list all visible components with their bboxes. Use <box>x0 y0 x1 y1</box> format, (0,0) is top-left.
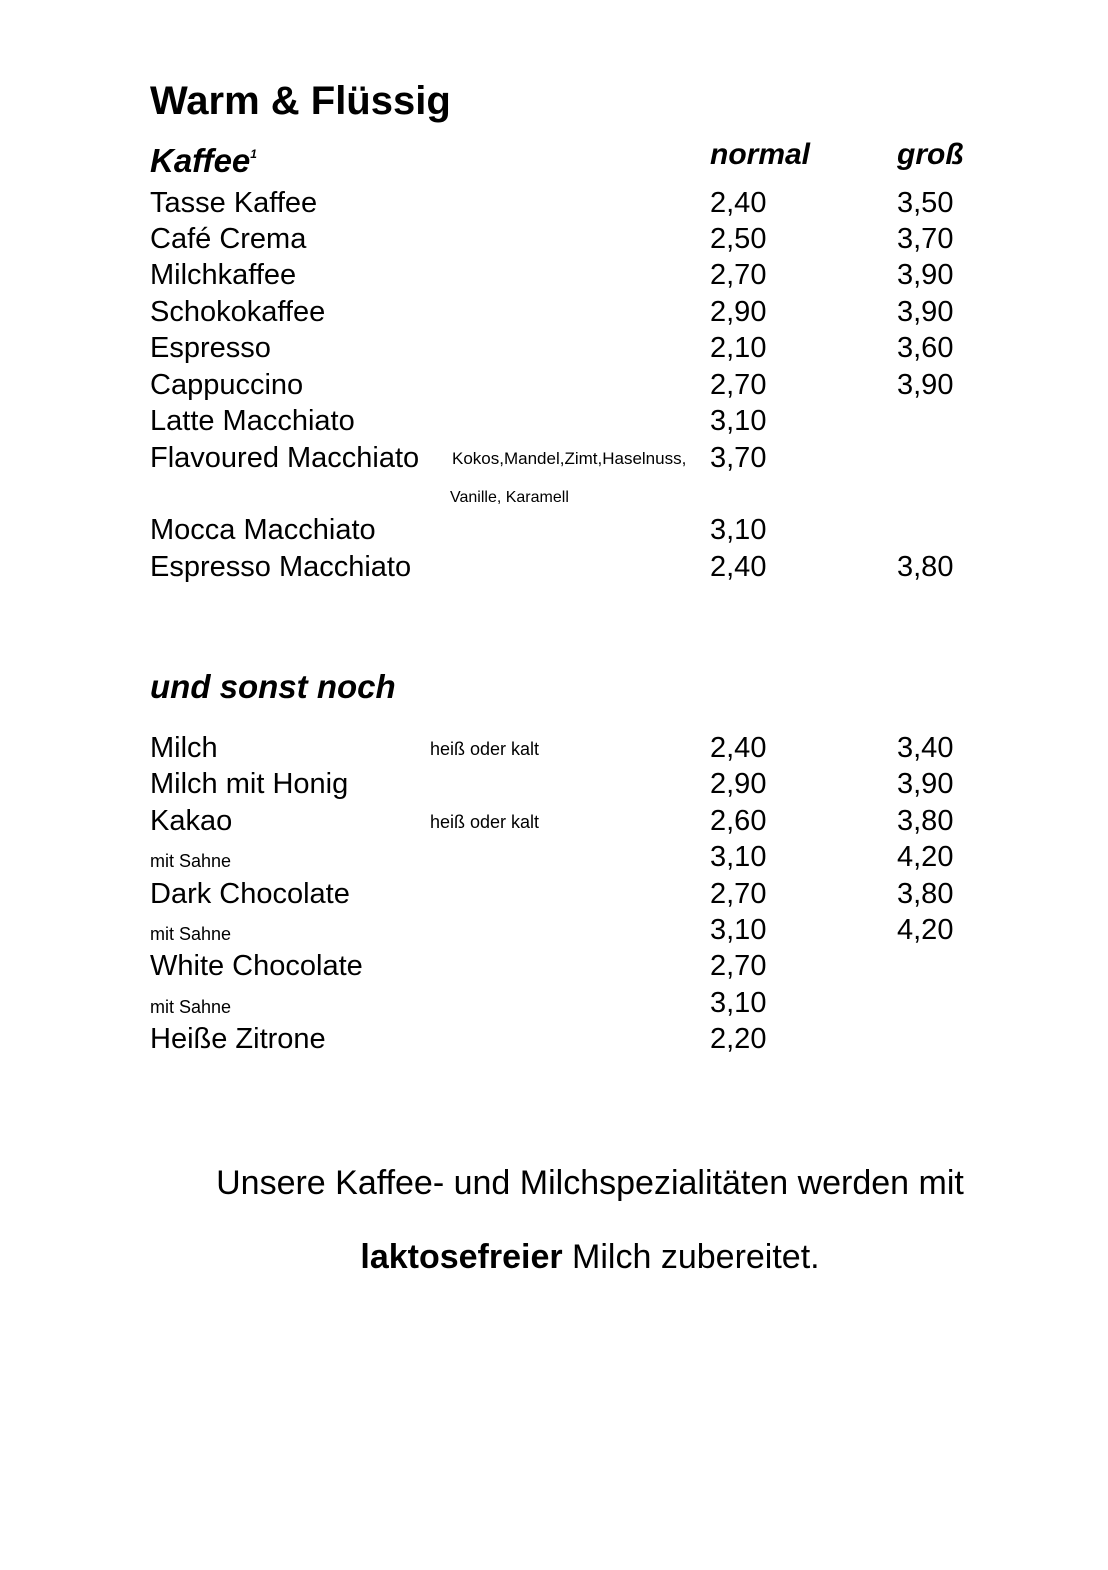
menu-row <box>0 549 1108 585</box>
footer-rest: Milch zubereitet. <box>562 1238 820 1276</box>
price-gross: 3,50 <box>897 187 954 219</box>
item-note-continued: Vanille, Karamell <box>450 489 569 506</box>
footer-note-line2 <box>0 1237 1108 1277</box>
price-normal: 2,40 <box>710 551 767 583</box>
menu-row <box>0 1021 1108 1057</box>
menu-row <box>0 367 1108 403</box>
item-name: Dark Chocolate <box>150 878 350 910</box>
footer-note-line1: Unsere Kaffee- und Milchspezialitäten werden mit <box>216 1164 964 1202</box>
item-note: heiß oder kalt <box>430 739 540 759</box>
price-gross: 3,90 <box>897 296 954 328</box>
item-name: Milch mit Honig <box>150 768 349 800</box>
menu-row <box>0 912 1108 948</box>
menu-row <box>0 948 1108 984</box>
menu-row <box>0 221 1108 257</box>
price-normal: 2,90 <box>710 296 767 328</box>
item-name: Schokokaffee <box>150 296 326 328</box>
item-name: Latte Macchiato <box>150 405 355 437</box>
menu-row <box>0 803 1108 839</box>
item-name: mit Sahne <box>150 851 232 871</box>
price-gross: 4,20 <box>897 914 954 946</box>
item-name: Tasse Kaffee <box>150 187 318 219</box>
menu-row <box>0 294 1108 330</box>
price-normal: 2,70 <box>710 878 767 910</box>
menu-row <box>0 876 1108 912</box>
price-normal: 2,20 <box>710 1023 767 1055</box>
section-heading-sonst: und sonst noch <box>150 668 396 705</box>
price-gross: 3,80 <box>897 878 954 910</box>
price-normal: 3,70 <box>710 442 767 474</box>
price-normal: 3,10 <box>710 841 767 873</box>
footnote-mark: 1 <box>250 147 257 161</box>
page-title: Warm & Flüssig <box>150 79 451 123</box>
price-gross: 3,60 <box>897 332 954 364</box>
price-normal: 2,90 <box>710 768 767 800</box>
item-name: Cappuccino <box>150 369 304 401</box>
item-name: Café Crema <box>150 223 307 255</box>
section-heading-kaffee <box>150 135 257 180</box>
item-name: Flavoured Macchiato <box>150 442 420 474</box>
price-gross: 4,20 <box>897 841 954 873</box>
price-normal: 2,60 <box>710 805 767 837</box>
price-normal: 2,10 <box>710 332 767 364</box>
menu-row <box>0 839 1108 875</box>
column-header-normal: normal <box>710 138 811 171</box>
menu-row <box>0 766 1108 802</box>
item-name: Milchkaffee <box>150 259 297 291</box>
menu-row <box>0 985 1108 1021</box>
price-normal: 3,10 <box>710 405 767 437</box>
footer-bold-word: laktosefreier <box>360 1238 563 1276</box>
price-normal: 3,10 <box>710 987 767 1019</box>
item-note: Kokos,Mandel,Zimt,Haselnuss, <box>452 449 687 468</box>
price-gross: 3,70 <box>897 223 954 255</box>
item-name: mit Sahne <box>150 924 232 944</box>
column-header-gross: groß <box>897 138 964 171</box>
item-name: White Chocolate <box>150 950 363 982</box>
price-normal: 2,70 <box>710 259 767 291</box>
price-gross: 3,80 <box>897 551 954 583</box>
menu-row <box>0 185 1108 221</box>
menu-row <box>0 257 1108 293</box>
item-name: Heiße Zitrone <box>150 1023 326 1055</box>
price-gross: 3,90 <box>897 369 954 401</box>
item-note: heiß oder kalt <box>430 812 540 832</box>
item-name: Espresso Macchiato <box>150 551 412 583</box>
menu-row <box>0 512 1108 548</box>
price-normal: 2,40 <box>710 187 767 219</box>
item-name: Mocca Macchiato <box>150 514 376 546</box>
menu-row <box>0 730 1108 766</box>
price-normal: 2,70 <box>710 950 767 982</box>
price-normal: 2,70 <box>710 369 767 401</box>
price-gross: 3,90 <box>897 259 954 291</box>
item-name: Kakao <box>150 805 233 837</box>
menu-row <box>0 330 1108 366</box>
price-normal: 3,10 <box>710 514 767 546</box>
price-gross: 3,40 <box>897 732 954 764</box>
price-gross: 3,80 <box>897 805 954 837</box>
price-normal: 3,10 <box>710 914 767 946</box>
item-name: Milch <box>150 732 218 764</box>
item-name: mit Sahne <box>150 997 232 1017</box>
menu-row <box>0 440 1108 476</box>
price-gross: 3,90 <box>897 768 954 800</box>
item-name: Espresso <box>150 332 271 364</box>
menu-row <box>0 403 1108 439</box>
price-normal: 2,50 <box>710 223 767 255</box>
kaffee-heading-text: Kaffee <box>150 142 251 179</box>
price-normal: 2,40 <box>710 732 767 764</box>
